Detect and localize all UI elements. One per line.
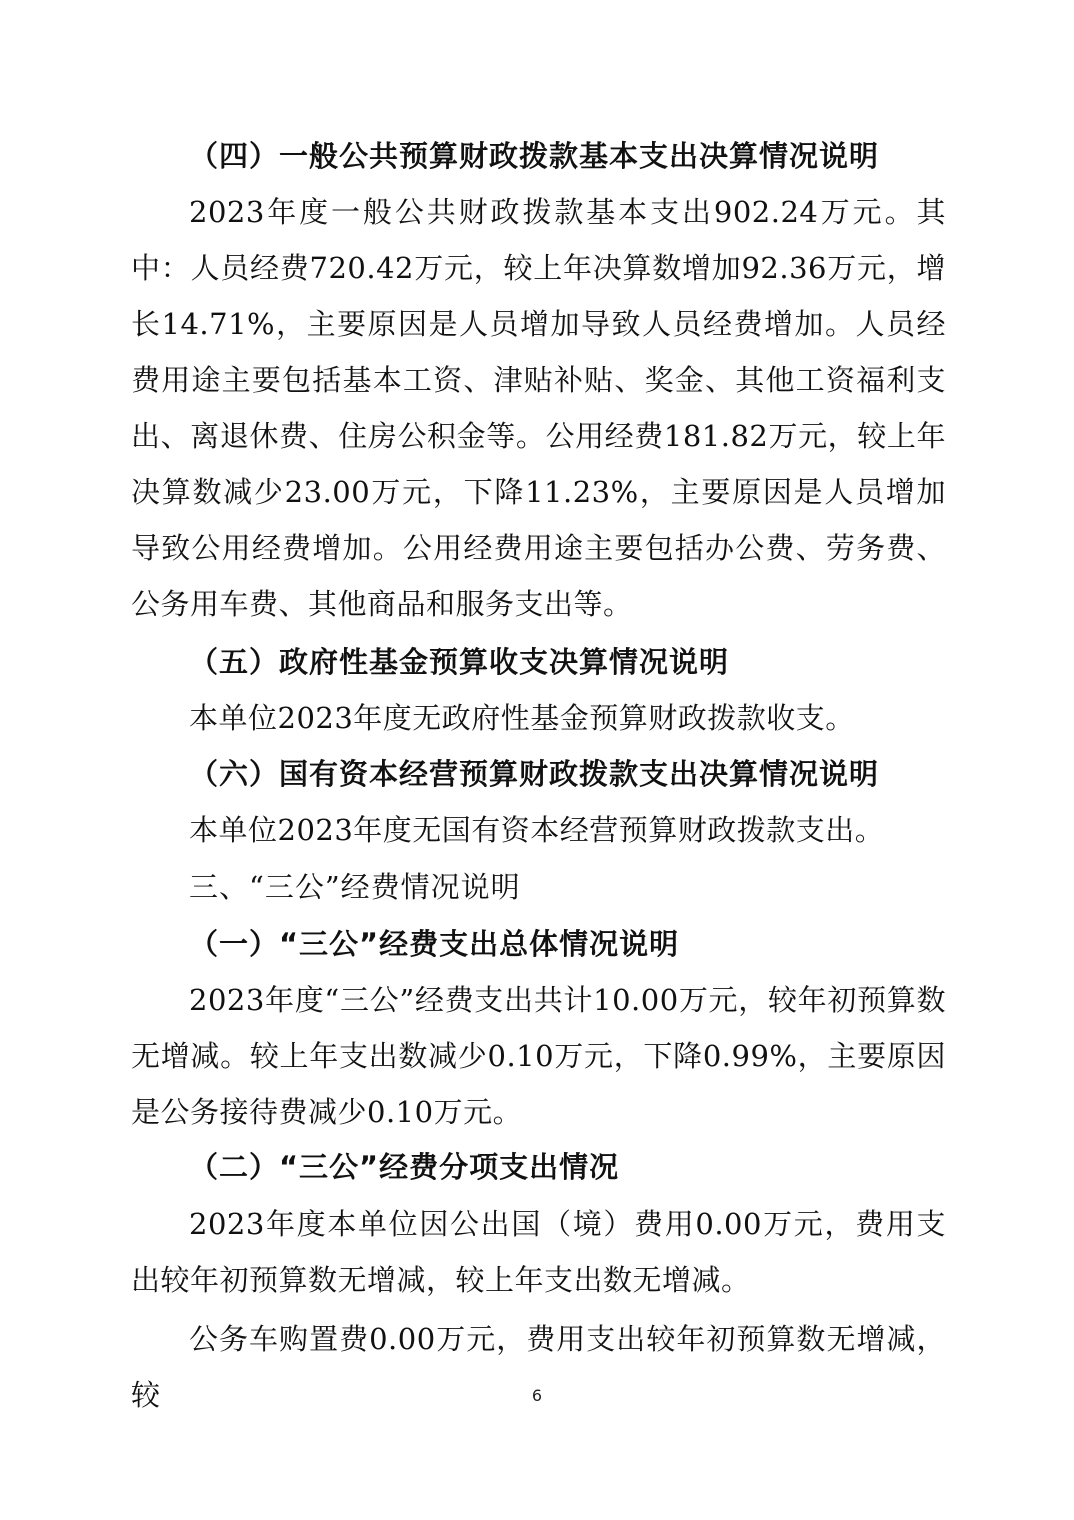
section-heading-4: （四）一般公共预算财政拨款基本支出决算情况说明 [189, 139, 880, 173]
paragraph-state-capital: 本单位2023年度无国有资本经营预算财政拨款支出。 [189, 813, 885, 847]
chapter-heading-three: 三、“三公”经费情况说明 [189, 870, 521, 904]
paragraph-three-expenses-total: 2023年度“三公”经费支出共计10.00万元，较年初预算数无增减。较上年支出数减少0.10万元，下降0.99%，主要原因是公务接待费减少0.10万元。 [131, 983, 946, 1129]
section-heading-6: （六）国有资本经营预算财政拨款支出决算情况说明 [189, 757, 880, 791]
paragraph-basic-expenditure: 2023年度一般公共财政拨款基本支出902.24万元。其中：人员经费720.42万元，较上年决算数增加92.36万元，增长14.71%，主要原因是人员增加导致人员经费增加。人员经费用途主要包括基本工资、津贴补贴、奖金、其他工资福利支出、离退休费、住房公积金等。公用经费181.82万元，较上年决算数减少23.00万元，下降11.23%，主要原因是人员增加导致公用经费增加。公用经费用途主要包括办公费、劳务费、公务用车费、其他商品和服务支出等。 [131, 195, 946, 621]
paragraph-vehicle-purchase: 公务车购置费0.00万元，费用支出较年初预算数无增减，较 [131, 1322, 946, 1412]
page-number: 6 [531, 1386, 543, 1405]
paragraph-overseas-travel: 2023年度本单位因公出国（境）费用0.00万元，费用支出较年初预算数无增减，较上年支出数无增减。 [131, 1207, 946, 1297]
section-heading-5: （五）政府性基金预算收支决算情况说明 [189, 645, 730, 679]
section-heading-3-1: （一）“三公”经费支出总体情况说明 [189, 927, 680, 961]
paragraph-government-fund: 本单位2023年度无政府性基金预算财政拨款收支。 [189, 701, 855, 735]
section-heading-3-2: （二）“三公”经费分项支出情况 [189, 1150, 620, 1184]
